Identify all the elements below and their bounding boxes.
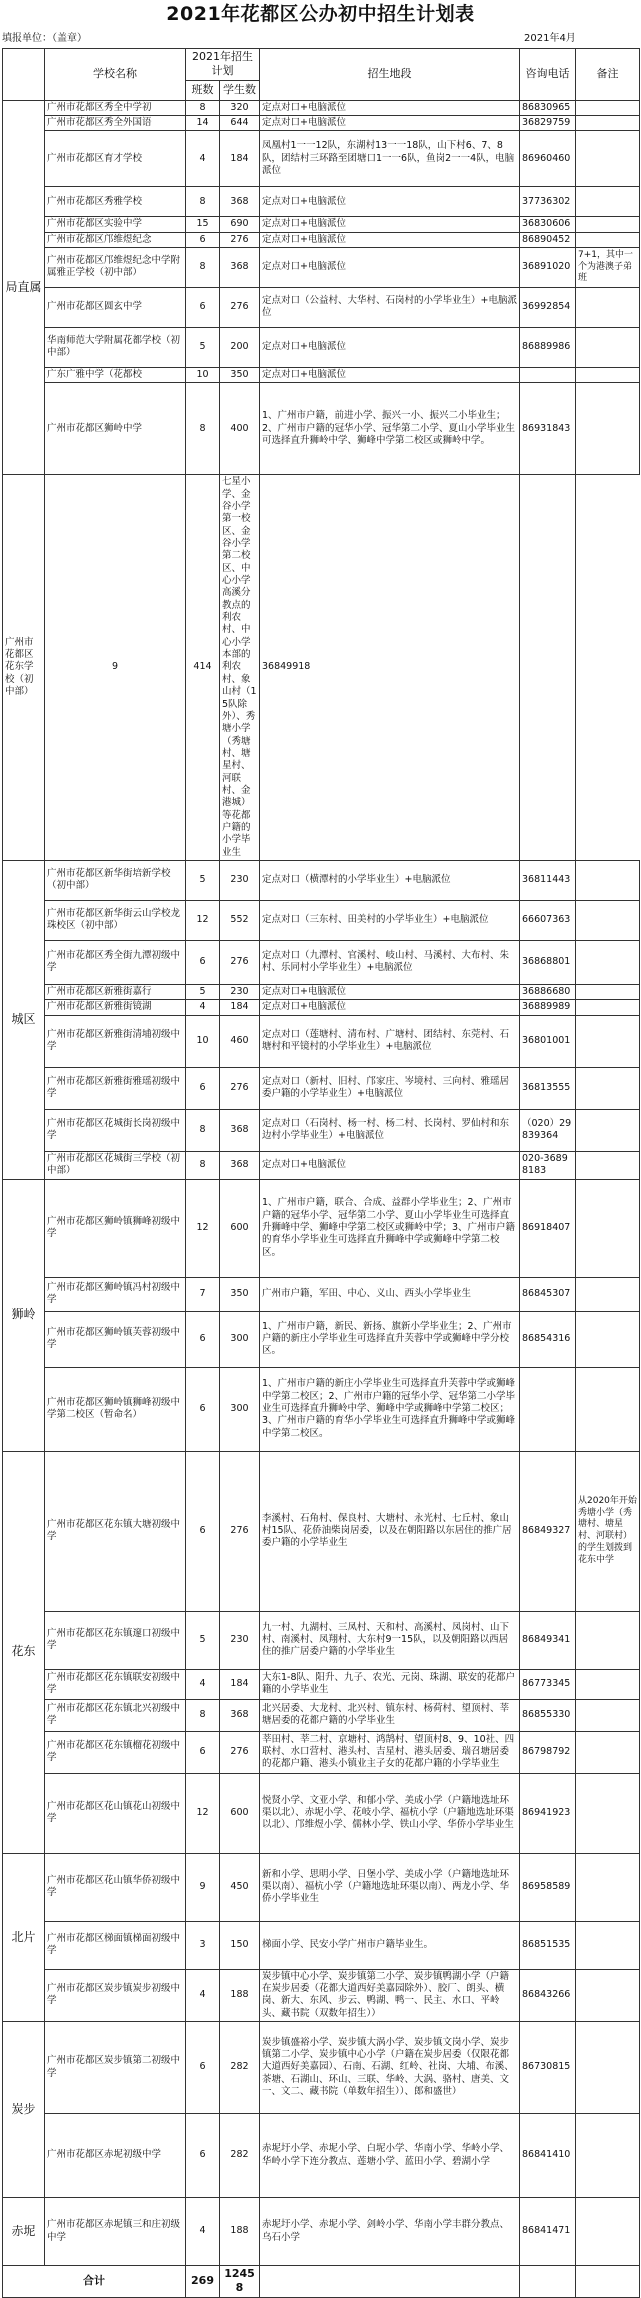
- class-count: 6: [186, 940, 220, 984]
- school-name: 广州市花都区花东学校（初中部）: [3, 475, 45, 861]
- region-cell: 赤坭: [3, 2198, 45, 2266]
- enrollment-area: 定点对口+电脑派位: [260, 115, 520, 130]
- school-name: 广州市花都区秀全街九潭初级中学: [45, 940, 186, 984]
- school-name: 广州市花都区圆玄中学: [45, 287, 186, 327]
- table-row: [3, 367, 640, 382]
- remark: [576, 1151, 640, 1179]
- table-row: [3, 217, 640, 232]
- table-row: [3, 1699, 640, 1731]
- school-name: 广州市花都区秀全中学初: [45, 100, 186, 115]
- school-name: 广州市花都区梯面镇梯面初级中学: [45, 1921, 186, 1969]
- contact-phone: 36813555: [520, 1067, 576, 1109]
- enrollment-area: 1、广州市户籍，前进小学、振兴一小、振兴二小毕业生；2、广州市户籍的冠华小学、冠华第二小学、夏山小学毕业生可选择直升狮岭中学、狮峰中学第二校区或狮岭中学。: [260, 383, 520, 475]
- table-row: [3, 187, 640, 217]
- student-count: 368: [220, 1151, 260, 1179]
- remark: [576, 187, 640, 217]
- contact-phone: 86958589: [520, 1853, 576, 1921]
- class-count: 6: [186, 287, 220, 327]
- table-row: [3, 232, 640, 247]
- header-region: [3, 49, 45, 101]
- student-count: 600: [220, 1773, 260, 1853]
- class-count: 14: [186, 115, 220, 130]
- remark: [576, 2198, 640, 2266]
- contact-phone: 86841471: [520, 2198, 576, 2266]
- contact-phone: （020）29839364: [520, 1109, 576, 1151]
- class-count: 6: [186, 1067, 220, 1109]
- remark: [576, 2022, 640, 2114]
- class-count: 8: [186, 247, 220, 287]
- student-count: 600: [220, 1179, 260, 1277]
- table-row: [3, 1853, 640, 1921]
- header-phone: 咨询电话: [520, 49, 576, 101]
- region-cell: 北片: [3, 1853, 45, 2021]
- remark: [576, 217, 640, 232]
- enrollment-area: 北兴居委、大龙村、北兴村、镇东村、杨荷村、望顶村、莘塘居委的花都户籍的小学毕业生: [260, 1699, 520, 1731]
- class-count: 8: [186, 383, 220, 475]
- header-classes: 班数: [186, 80, 220, 100]
- school-name: 广州市花都区花东镇北兴初级中学: [45, 1699, 186, 1731]
- contact-phone: 86798792: [520, 1731, 576, 1773]
- enrollment-area: 定点对口（莲塘村、清布村、广塘村、团结村、东莞村、石塘村和平镜村的小学毕业生）+电脑派位: [260, 1015, 520, 1067]
- enrollment-area: 梯面小学、民安小学广州市户籍毕业生。: [260, 1921, 520, 1969]
- enrollment-area: 莘田村、莘二村、京塘村、鸿鹄村、望顶村8、9、10社、四联村、水口营村、港头村、吉星村、港头居委、瑞召塘居委的花都户籍、港头小镇业主子女的花都户籍的小学毕业生: [260, 1731, 520, 1773]
- student-count: 368: [220, 247, 260, 287]
- student-count: 644: [220, 115, 260, 130]
- school-name: 广州市花都区花城街三学校（初中部）: [45, 1151, 186, 1179]
- student-count: 300: [220, 1367, 260, 1451]
- school-name: 广州市花都区花东镇邃口初级中学: [45, 1611, 186, 1669]
- student-count: 368: [220, 187, 260, 217]
- enrollment-area: 定点对口+电脑派位: [260, 327, 520, 367]
- contact-phone: 86841410: [520, 2114, 576, 2198]
- school-name: 广州市花都区新雅街雅瑶初级中学: [45, 1067, 186, 1109]
- school-name: 广州市花都区邝维煜纪念: [45, 232, 186, 247]
- student-count: 276: [220, 1451, 260, 1611]
- class-count: 12: [186, 1773, 220, 1853]
- remark: [576, 1853, 640, 1921]
- region-cell: 炭步: [3, 2022, 45, 2198]
- student-count: 450: [220, 1853, 260, 1921]
- region-cell: 城区: [3, 860, 45, 1179]
- school-name: 广州市花都区新雅街清埔初级中学: [45, 1015, 186, 1067]
- class-count: 12: [186, 1179, 220, 1277]
- student-count: 300: [220, 1311, 260, 1367]
- remark: [576, 115, 640, 130]
- enrollment-area: 定点对口+电脑派位: [260, 217, 520, 232]
- contact-phone: 86851535: [520, 1921, 576, 1969]
- contact-phone: 37736302: [520, 187, 576, 217]
- contact-phone: 86854316: [520, 1311, 576, 1367]
- contact-phone: 36868801: [520, 940, 576, 984]
- class-count: 5: [186, 327, 220, 367]
- header-note: 备注: [576, 49, 640, 101]
- school-name: 广州市花都区狮岭镇冯村初级中学: [45, 1277, 186, 1311]
- table-row: [3, 940, 640, 984]
- student-count: 282: [220, 2022, 260, 2114]
- remark: [576, 1067, 640, 1109]
- table-row: [3, 1015, 640, 1067]
- remark: [576, 232, 640, 247]
- student-count: 230: [220, 984, 260, 999]
- class-count: 4: [186, 1669, 220, 1699]
- class-count: 6: [186, 1451, 220, 1611]
- remark: [576, 131, 640, 187]
- enrollment-area: 新和小学、思明小学、日堡小学、美成小学（户籍地选址环渠以南）、福杭小学（户籍地选址环渠以南）、两龙小学、华侨小学毕业生: [260, 1853, 520, 1921]
- school-name: 广州市花都区新雅街嘉行: [45, 984, 186, 999]
- enrollment-area: 定点对口+电脑派位: [260, 187, 520, 217]
- header-students: 学生数: [220, 80, 260, 100]
- school-name: 广州市花都区新华街培新学校（初中部）: [45, 860, 186, 900]
- remark: [576, 2114, 640, 2198]
- enrollment-area: 定点对口（三东村、田美村的小学毕业生）+电脑派位: [260, 900, 520, 940]
- student-count: 184: [220, 1000, 260, 1015]
- enrollment-plan-table: [2, 48, 640, 2298]
- remark: [576, 1015, 640, 1067]
- class-count: 7: [186, 1277, 220, 1311]
- student-count: 188: [220, 1969, 260, 2021]
- enrollment-area: 悦贤小学、文亚小学、和郁小学、美成小学（户籍地选址环渠以北）、赤坭小学、花岐小学、福杭小学（户籍地选址环渠以北）、邝维煜小学、儒林小学、铁山小学、华侨小学毕业生: [260, 1773, 520, 1853]
- class-count: 6: [186, 1311, 220, 1367]
- contact-phone: 66607363: [520, 900, 576, 940]
- enrollment-area: 定点对口+电脑派位: [260, 100, 520, 115]
- contact-phone: 86730815: [520, 2022, 576, 2114]
- table-row: [3, 1921, 640, 1969]
- school-name: 广州市花都区赤坭初级中学: [45, 2114, 186, 2198]
- class-count: 12: [186, 900, 220, 940]
- table-row: [3, 2114, 640, 2198]
- remark: [576, 1969, 640, 2021]
- table-row: [3, 1067, 640, 1109]
- class-count: 4: [186, 1000, 220, 1015]
- contact-phone: [520, 1367, 576, 1451]
- school-name: 广州市花都区狮岭镇狮峰初级中学第二校区（暂命名）: [45, 1367, 186, 1451]
- enrollment-area: 1、广州市户籍的新庄小学毕业生可选择直升芙蓉中学或狮峰中学第二校区；2、广州市户籍的冠华小学、冠华第二小学毕业生可选择直升狮岭中学、狮峰中学或狮峰中学第二校区；3、广州市户籍的育华小学毕业生可选择直升狮峰中学或狮峰中学第二校区。: [260, 1367, 520, 1451]
- enrollment-area: 九一村、九湖村、三凤村、天和村、高溪村、凤岗村、山下村、南溪村、凤翔村、大东村9一15队，以及朝阳路以西居住的推广居委户籍的小学毕业生: [260, 1611, 520, 1669]
- remark: [576, 1669, 640, 1699]
- contact-phone: 86773345: [520, 1669, 576, 1699]
- school-name: 广州市花都区邝维煜纪念中学附属雅正学校（初中部）: [45, 247, 186, 287]
- student-count: 276: [220, 232, 260, 247]
- school-name: 华南师范大学附属花都学校（初中部）: [45, 327, 186, 367]
- class-count: 6: [186, 1367, 220, 1451]
- remark: [576, 327, 640, 367]
- contact-phone: 86849327: [520, 1451, 576, 1611]
- contact-phone: 86889986: [520, 327, 576, 367]
- remark: [576, 1611, 640, 1669]
- remark: 从2020年开始秀塘小学（秀塘村、塘星村、河联村）的学生划拨到花东中学: [576, 1451, 640, 1611]
- header-school: 学校名称: [45, 49, 186, 101]
- table-row: [3, 1731, 640, 1773]
- table-row: [3, 2022, 640, 2114]
- remark: [576, 860, 640, 900]
- student-count: 460: [220, 1015, 260, 1067]
- student-count: 188: [220, 2198, 260, 2266]
- region-cell: 局直属: [3, 100, 45, 475]
- contact-phone: 36830606: [520, 217, 576, 232]
- contact-phone: 36849918: [260, 475, 520, 861]
- contact-phone: 86960460: [520, 131, 576, 187]
- remark: [576, 1367, 640, 1451]
- reporting-unit-label: 填报单位：（盖章）: [2, 33, 87, 44]
- total-row: [3, 2266, 640, 2298]
- enrollment-area: 定点对口+电脑派位: [260, 367, 520, 382]
- student-count: 230: [220, 1611, 260, 1669]
- table-row: [3, 327, 640, 367]
- school-name: 广州市花都区狮岭镇芙蓉初级中学: [45, 1311, 186, 1367]
- class-count: 3: [186, 1921, 220, 1969]
- student-count: 368: [220, 1109, 260, 1151]
- table-row: [3, 1451, 640, 1611]
- remark: [576, 940, 640, 984]
- class-count: 8: [186, 100, 220, 115]
- table-row: [3, 1000, 640, 1015]
- total-students: 12458: [220, 2266, 260, 2298]
- table-row: [3, 287, 640, 327]
- remark: 7+1，其中一个为港澳子弟班: [576, 247, 640, 287]
- student-count: 276: [220, 287, 260, 327]
- class-count: 9: [45, 475, 186, 861]
- enrollment-area: 1、广州市户籍，联合、合成、益群小学毕业生；2、广州市户籍的冠华小学、冠华第二小学、夏山小学毕业生可选择直升狮峰中学、狮峰中学第二校区或狮岭中学；3、广州市户籍的育华小学毕业生可选择直升狮峰中学或狮峰中学第二校区。: [260, 1179, 520, 1277]
- table-body: [3, 100, 640, 2265]
- class-count: 15: [186, 217, 220, 232]
- school-name: 广东广雅中学（花都校: [45, 367, 186, 382]
- enrollment-area: 定点对口（石岗村、杨一村、杨二村、长岗村、罗仙村和东边村小学毕业生）+电脑派位: [260, 1109, 520, 1151]
- enrollment-area: 定点对口+电脑派位: [260, 232, 520, 247]
- remark: [576, 1699, 640, 1731]
- enrollment-area: 广州市户籍，军田、中心、义山、西头小学毕业生: [260, 1277, 520, 1311]
- enrollment-area: 大东1-8队、阳升、九子、农光、元岗、珠湖、联安的花都户籍的小学毕业生: [260, 1669, 520, 1699]
- school-name: 广州市花都区炭步镇炭步初级中学: [45, 1969, 186, 2021]
- enrollment-area: 炭步镇中心小学、炭步镇第二小学、炭步镇鸭湖小学（户籍在炭步居委（花都大道西好美嘉园除外）、胶厂、朗头、横岗、新大、东风、步云、鸭湖、鸭一、民主、水口、平岭头、藏书院（双数年招生））: [260, 1969, 520, 2021]
- contact-phone: 86918407: [520, 1179, 576, 1277]
- remark: [576, 900, 640, 940]
- student-count: 414: [186, 475, 220, 861]
- student-count: 320: [220, 100, 260, 115]
- class-count: 5: [186, 984, 220, 999]
- class-count: 6: [186, 1731, 220, 1773]
- class-count: 4: [186, 131, 220, 187]
- remark: [576, 367, 640, 382]
- enrollment-area: 1、广州市户籍，新民、新扬、旗新小学毕业生；2、广州市户籍的新庄小学毕业生可选择直升芙蓉中学或狮峰中学分校区。: [260, 1311, 520, 1367]
- student-count: 276: [220, 1067, 260, 1109]
- student-count: 690: [220, 217, 260, 232]
- contact-phone: 36889989: [520, 1000, 576, 1015]
- table-row: [3, 247, 640, 287]
- remark: [576, 1109, 640, 1151]
- enrollment-area: 定点对口（九潭村、官溪村、岐山村、马溪村、大布村、朱村、乐同村小学毕业生）+电脑派位: [260, 940, 520, 984]
- school-name: 广州市花都区花山镇花山初级中学: [45, 1773, 186, 1853]
- table-row: [3, 383, 640, 475]
- student-count: 400: [220, 383, 260, 475]
- class-count: 6: [186, 2022, 220, 2114]
- school-name: 广州市花都区花东镇联安初级中学: [45, 1669, 186, 1699]
- header-plan: 2021年招生计划: [186, 49, 260, 81]
- contact-phone: 86931843: [520, 383, 576, 475]
- school-name: 广州市花都区秀雅学校: [45, 187, 186, 217]
- table-row: [3, 100, 640, 115]
- table-row: [3, 1277, 640, 1311]
- class-count: 8: [186, 1109, 220, 1151]
- school-name: 广州市花都区新华街云山学校龙珠校区（初中部）: [45, 900, 186, 940]
- table-row: [3, 1179, 640, 1277]
- school-name: 广州市花都区花东镇榴花初级中学: [45, 1731, 186, 1773]
- student-count: 350: [220, 1277, 260, 1311]
- contact-phone: 86843266: [520, 1969, 576, 2021]
- contact-phone: 36886680: [520, 984, 576, 999]
- table-row: [3, 1773, 640, 1853]
- enrollment-area: 凤凰村1一一12队，东湖村13一一18队，山下村6、7、8队，团结村三环路至团塘口1一一6队，鱼岗2一一4队，电脑派位: [260, 131, 520, 187]
- table-row: [3, 900, 640, 940]
- student-count: 200: [220, 327, 260, 367]
- contact-phone: 86855330: [520, 1699, 576, 1731]
- contact-phone: 36811443: [520, 860, 576, 900]
- header-area: 招生地段: [260, 49, 520, 101]
- student-count: 276: [220, 1731, 260, 1773]
- contact-phone: 36992854: [520, 287, 576, 327]
- student-count: 184: [220, 131, 260, 187]
- table-row: [3, 1669, 640, 1699]
- contact-phone: 020-36898183: [520, 1151, 576, 1179]
- class-count: 4: [186, 1969, 220, 2021]
- class-count: 9: [186, 1853, 220, 1921]
- class-count: 6: [186, 2114, 220, 2198]
- table-row: [3, 475, 640, 861]
- enrollment-area: 定点对口+电脑派位: [260, 247, 520, 287]
- region-cell: 狮岭: [3, 1179, 45, 1451]
- student-count: 282: [220, 2114, 260, 2198]
- table-row: [3, 131, 640, 187]
- class-count: 10: [186, 367, 220, 382]
- enrollment-area: 定点对口+电脑派位: [260, 1000, 520, 1015]
- school-name: 广州市花都区花城街长岗初级中学: [45, 1109, 186, 1151]
- school-name: 广州市花都区实验中学: [45, 217, 186, 232]
- contact-phone: 86830965: [520, 100, 576, 115]
- table-row: [3, 115, 640, 130]
- class-count: 8: [186, 1151, 220, 1179]
- contact-phone: 86890452: [520, 232, 576, 247]
- student-count: 150: [220, 1921, 260, 1969]
- remark: [576, 1731, 640, 1773]
- student-count: 276: [220, 940, 260, 984]
- contact-phone: 86941923: [520, 1773, 576, 1853]
- school-name: 广州市花都区赤坭镇三和庄初级中学: [45, 2198, 186, 2266]
- contact-phone: 86845307: [520, 1277, 576, 1311]
- school-name: 广州市花都区炭步镇第二初级中学: [45, 2022, 186, 2114]
- remark: [576, 1311, 640, 1367]
- class-count: 8: [186, 187, 220, 217]
- enrollment-area: 定点对口（新村、旧村、邝家庄、岑境村、三向村、雅瑶居委户籍的小学毕业生）+电脑派位: [260, 1067, 520, 1109]
- school-name: 广州市花都区新雅街镜湖: [45, 1000, 186, 1015]
- remark: [576, 1773, 640, 1853]
- remark: [576, 100, 640, 115]
- contact-phone: 36891020: [520, 247, 576, 287]
- student-count: 184: [220, 1669, 260, 1699]
- class-count: 5: [186, 860, 220, 900]
- total-label: 合计: [3, 2266, 186, 2298]
- school-name: 广州市花都区花东镇大塘初级中学: [45, 1451, 186, 1611]
- class-count: 8: [186, 1699, 220, 1731]
- table-row: [3, 1311, 640, 1367]
- school-name: 广州市花都区秀全外国语: [45, 115, 186, 130]
- enrollment-area: 炭步镇盛裕小学、炭步镇大涡小学、炭步镇文岗小学、炭步镇第二小学、炭步镇中心小学（户籍在炭步居委（仅限花都大道西好美嘉园）、石南、石湖、红岭、社岗、大埔、布溪、茶塘、石湖山、环山、三联、华岭、大涡、骆村、唐美、文一、文二、藏书院（单数年招生））、郎和盛世）: [260, 2022, 520, 2114]
- remark: [576, 1000, 640, 1015]
- class-count: 4: [186, 2198, 220, 2266]
- contact-phone: [520, 367, 576, 382]
- enrollment-area: 赤坭圩小学、赤坭小学、剑岭小学、华南小学丰群分教点、乌石小学: [260, 2198, 520, 2266]
- class-count: 6: [186, 232, 220, 247]
- table-row: [3, 1151, 640, 1179]
- class-count: 5: [186, 1611, 220, 1669]
- school-name: 广州市花都区狮岭镇狮峰初级中学: [45, 1179, 186, 1277]
- student-count: 552: [220, 900, 260, 940]
- enrollment-area: 定点对口（横潭村的小学毕业生）+电脑派位: [260, 860, 520, 900]
- table-row: [3, 860, 640, 900]
- school-name: 广州市花都区花山镇华侨初级中学: [45, 1853, 186, 1921]
- table-row: [3, 2198, 640, 2266]
- remark: [576, 287, 640, 327]
- remark: [576, 1179, 640, 1277]
- enrollment-area: 赤坭圩小学、赤坭小学、白坭小学、华南小学、华岭小学、华岭小学下连分教点、莲塘小学、蓝田小学、碧湖小学: [260, 2114, 520, 2198]
- table-row: [3, 1109, 640, 1151]
- contact-phone: 36829759: [520, 115, 576, 130]
- table-row: [3, 984, 640, 999]
- remark: [576, 984, 640, 999]
- remark: [520, 475, 576, 861]
- remark: [576, 1277, 640, 1311]
- table-row: [3, 1367, 640, 1451]
- student-count: 368: [220, 1699, 260, 1731]
- total-classes: 269: [186, 2266, 220, 2298]
- contact-phone: 86849341: [520, 1611, 576, 1669]
- table-row: [3, 1969, 640, 2021]
- student-count: 350: [220, 367, 260, 382]
- enrollment-area: 七星小学、金谷小学第一校区、金谷小学第二校区、中心小学高溪分教点的利农村、中心小学本部的利农村、象山村（15队除外）、秀塘小学（秀塘村、塘星村、河联村、金港城）等花都户籍的小学毕业生: [220, 475, 260, 861]
- student-count: 230: [220, 860, 260, 900]
- remark: [576, 383, 640, 475]
- page-title: 2021年花都区公办初中招生计划表: [166, 3, 475, 25]
- region-cell: 花东: [3, 1451, 45, 1853]
- enrollment-area: 定点对口（公益村、大华村、石岗村的小学毕业生）+电脑派位: [260, 287, 520, 327]
- enrollment-area: 定点对口+电脑派位: [260, 984, 520, 999]
- school-name: 广州市花都区育才学校: [45, 131, 186, 187]
- remark: [576, 1921, 640, 1969]
- report-date: 2021年4月: [524, 33, 576, 44]
- enrollment-area: 李溪村、石角村、保良村、大塘村、永光村、七丘村、象山村15队、花侨油柴岗居委，以及在朝阳路以东居住的推广居委户籍的小学毕业生: [260, 1451, 520, 1611]
- contact-phone: 36801001: [520, 1015, 576, 1067]
- school-name: 广州市花都区狮岭中学: [45, 383, 186, 475]
- table-row: [3, 1611, 640, 1669]
- class-count: 10: [186, 1015, 220, 1067]
- enrollment-area: 定点对口+电脑派位: [260, 1151, 520, 1179]
